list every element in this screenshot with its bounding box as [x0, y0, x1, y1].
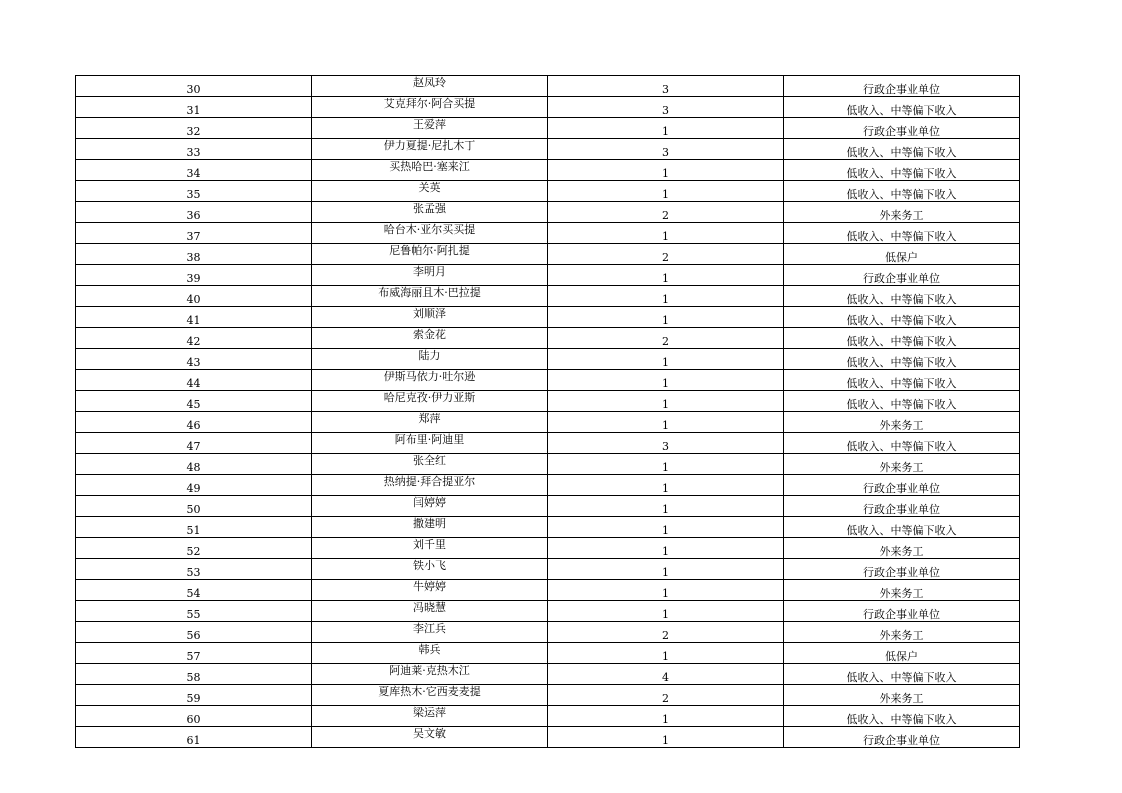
row-number-cell: 43: [76, 349, 312, 370]
category-cell: 低收入、中等偏下收入: [784, 433, 1020, 454]
count-cell: 1: [548, 160, 784, 181]
row-number-cell: 59: [76, 685, 312, 706]
category-cell: 低收入、中等偏下收入: [784, 160, 1020, 181]
table-row: [76, 118, 1020, 139]
name-cell: 张孟强: [312, 202, 548, 223]
count-cell: 1: [548, 391, 784, 412]
category-cell: 低收入、中等偏下收入: [784, 139, 1020, 160]
table-row: [76, 622, 1020, 643]
category-cell: 外来务工: [784, 412, 1020, 433]
table-row: [76, 601, 1020, 622]
table-row: [76, 160, 1020, 181]
count-cell: 3: [548, 76, 784, 97]
row-number-cell: 57: [76, 643, 312, 664]
data-table: [75, 75, 1020, 748]
count-cell: 1: [548, 265, 784, 286]
name-cell: 韩兵: [312, 643, 548, 664]
name-cell: 吴文敏: [312, 727, 548, 748]
count-cell: 1: [548, 538, 784, 559]
count-cell: 1: [548, 286, 784, 307]
name-cell: 索金花: [312, 328, 548, 349]
count-cell: 1: [548, 475, 784, 496]
category-cell: 外来务工: [784, 622, 1020, 643]
category-cell: 外来务工: [784, 454, 1020, 475]
table-row: [76, 664, 1020, 685]
category-cell: 行政企事业单位: [784, 559, 1020, 580]
table-row: [76, 517, 1020, 538]
name-cell: 刘千里: [312, 538, 548, 559]
table-body: [76, 76, 1020, 748]
category-cell: 低收入、中等偏下收入: [784, 391, 1020, 412]
table-row: [76, 454, 1020, 475]
table-row: [76, 181, 1020, 202]
count-cell: 1: [548, 601, 784, 622]
count-cell: 1: [548, 496, 784, 517]
category-cell: 低收入、中等偏下收入: [784, 307, 1020, 328]
row-number-cell: 30: [76, 76, 312, 97]
table-row: [76, 244, 1020, 265]
category-cell: 行政企事业单位: [784, 601, 1020, 622]
name-cell: 张全红: [312, 454, 548, 475]
count-cell: 2: [548, 244, 784, 265]
category-cell: 低收入、中等偏下收入: [784, 706, 1020, 727]
count-cell: 1: [548, 517, 784, 538]
category-cell: 低收入、中等偏下收入: [784, 664, 1020, 685]
table-row: [76, 286, 1020, 307]
category-cell: 外来务工: [784, 538, 1020, 559]
category-cell: 低收入、中等偏下收入: [784, 370, 1020, 391]
table-row: [76, 412, 1020, 433]
row-number-cell: 47: [76, 433, 312, 454]
row-number-cell: 51: [76, 517, 312, 538]
category-cell: 行政企事业单位: [784, 118, 1020, 139]
row-number-cell: 60: [76, 706, 312, 727]
category-cell: 低收入、中等偏下收入: [784, 286, 1020, 307]
row-number-cell: 58: [76, 664, 312, 685]
name-cell: 冯晓慧: [312, 601, 548, 622]
category-cell: 行政企事业单位: [784, 265, 1020, 286]
table-row: [76, 223, 1020, 244]
name-cell: 李明月: [312, 265, 548, 286]
category-cell: 行政企事业单位: [784, 76, 1020, 97]
name-cell: 陆力: [312, 349, 548, 370]
count-cell: 2: [548, 622, 784, 643]
category-cell: 低收入、中等偏下收入: [784, 328, 1020, 349]
row-number-cell: 42: [76, 328, 312, 349]
table-row: [76, 391, 1020, 412]
name-cell: 闫婷婷: [312, 496, 548, 517]
name-cell: 哈台木·亚尔买买提: [312, 223, 548, 244]
row-number-cell: 56: [76, 622, 312, 643]
count-cell: 2: [548, 202, 784, 223]
row-number-cell: 38: [76, 244, 312, 265]
row-number-cell: 34: [76, 160, 312, 181]
row-number-cell: 54: [76, 580, 312, 601]
count-cell: 3: [548, 139, 784, 160]
table-row: [76, 97, 1020, 118]
name-cell: 热纳提·拜合提亚尔: [312, 475, 548, 496]
category-cell: 低收入、中等偏下收入: [784, 97, 1020, 118]
row-number-cell: 46: [76, 412, 312, 433]
count-cell: 4: [548, 664, 784, 685]
table-row: [76, 580, 1020, 601]
row-number-cell: 45: [76, 391, 312, 412]
row-number-cell: 36: [76, 202, 312, 223]
count-cell: 1: [548, 181, 784, 202]
name-cell: 关英: [312, 181, 548, 202]
row-number-cell: 32: [76, 118, 312, 139]
count-cell: 3: [548, 97, 784, 118]
category-cell: 外来务工: [784, 202, 1020, 223]
row-number-cell: 35: [76, 181, 312, 202]
count-cell: 1: [548, 223, 784, 244]
row-number-cell: 55: [76, 601, 312, 622]
count-cell: 1: [548, 706, 784, 727]
table-row: [76, 559, 1020, 580]
table-row: [76, 328, 1020, 349]
row-number-cell: 48: [76, 454, 312, 475]
category-cell: 低保户: [784, 244, 1020, 265]
table-row: [76, 307, 1020, 328]
count-cell: 2: [548, 328, 784, 349]
count-cell: 1: [548, 559, 784, 580]
name-cell: 伊斯马依力·吐尔逊: [312, 370, 548, 391]
count-cell: 1: [548, 307, 784, 328]
category-cell: 外来务工: [784, 685, 1020, 706]
table-row: [76, 139, 1020, 160]
table-row: [76, 349, 1020, 370]
count-cell: 1: [548, 118, 784, 139]
row-number-cell: 61: [76, 727, 312, 748]
name-cell: 梁运萍: [312, 706, 548, 727]
table-row: [76, 643, 1020, 664]
table-row: [76, 475, 1020, 496]
table-row: [76, 496, 1020, 517]
count-cell: 2: [548, 685, 784, 706]
name-cell: 刘顺泽: [312, 307, 548, 328]
table-row: [76, 76, 1020, 97]
row-number-cell: 39: [76, 265, 312, 286]
row-number-cell: 44: [76, 370, 312, 391]
name-cell: 郑萍: [312, 412, 548, 433]
name-cell: 铁小飞: [312, 559, 548, 580]
row-number-cell: 31: [76, 97, 312, 118]
count-cell: 1: [548, 727, 784, 748]
row-number-cell: 41: [76, 307, 312, 328]
count-cell: 1: [548, 412, 784, 433]
count-cell: 1: [548, 580, 784, 601]
name-cell: 赵凤玲: [312, 76, 548, 97]
name-cell: 阿布里·阿迪里: [312, 433, 548, 454]
count-cell: 1: [548, 643, 784, 664]
name-cell: 牛婷婷: [312, 580, 548, 601]
table-row: [76, 706, 1020, 727]
category-cell: 低保户: [784, 643, 1020, 664]
row-number-cell: 50: [76, 496, 312, 517]
category-cell: 低收入、中等偏下收入: [784, 349, 1020, 370]
count-cell: 1: [548, 370, 784, 391]
name-cell: 王爱萍: [312, 118, 548, 139]
count-cell: 1: [548, 349, 784, 370]
name-cell: 阿迪莱·克热木江: [312, 664, 548, 685]
name-cell: 艾克拜尔·阿合买提: [312, 97, 548, 118]
category-cell: 低收入、中等偏下收入: [784, 181, 1020, 202]
row-number-cell: 49: [76, 475, 312, 496]
row-number-cell: 53: [76, 559, 312, 580]
table-row: [76, 370, 1020, 391]
name-cell: 撒建明: [312, 517, 548, 538]
table-row: [76, 538, 1020, 559]
category-cell: 行政企事业单位: [784, 475, 1020, 496]
category-cell: 低收入、中等偏下收入: [784, 517, 1020, 538]
table-row: [76, 202, 1020, 223]
category-cell: 行政企事业单位: [784, 727, 1020, 748]
row-number-cell: 52: [76, 538, 312, 559]
category-cell: 低收入、中等偏下收入: [784, 223, 1020, 244]
row-number-cell: 40: [76, 286, 312, 307]
name-cell: 夏库热木·它西麦麦提: [312, 685, 548, 706]
row-number-cell: 37: [76, 223, 312, 244]
table-row: [76, 433, 1020, 454]
name-cell: 尼鲁帕尔·阿扎提: [312, 244, 548, 265]
count-cell: 3: [548, 433, 784, 454]
category-cell: 外来务工: [784, 580, 1020, 601]
table-row: [76, 265, 1020, 286]
table-row: [76, 685, 1020, 706]
name-cell: 布威海丽且木·巴拉提: [312, 286, 548, 307]
category-cell: 行政企事业单位: [784, 496, 1020, 517]
name-cell: 哈尼克孜·伊力亚斯: [312, 391, 548, 412]
name-cell: 伊力夏提·尼扎木丁: [312, 139, 548, 160]
row-number-cell: 33: [76, 139, 312, 160]
name-cell: 买热哈巴·塞来江: [312, 160, 548, 181]
count-cell: 1: [548, 454, 784, 475]
name-cell: 李江兵: [312, 622, 548, 643]
table-row: [76, 727, 1020, 748]
